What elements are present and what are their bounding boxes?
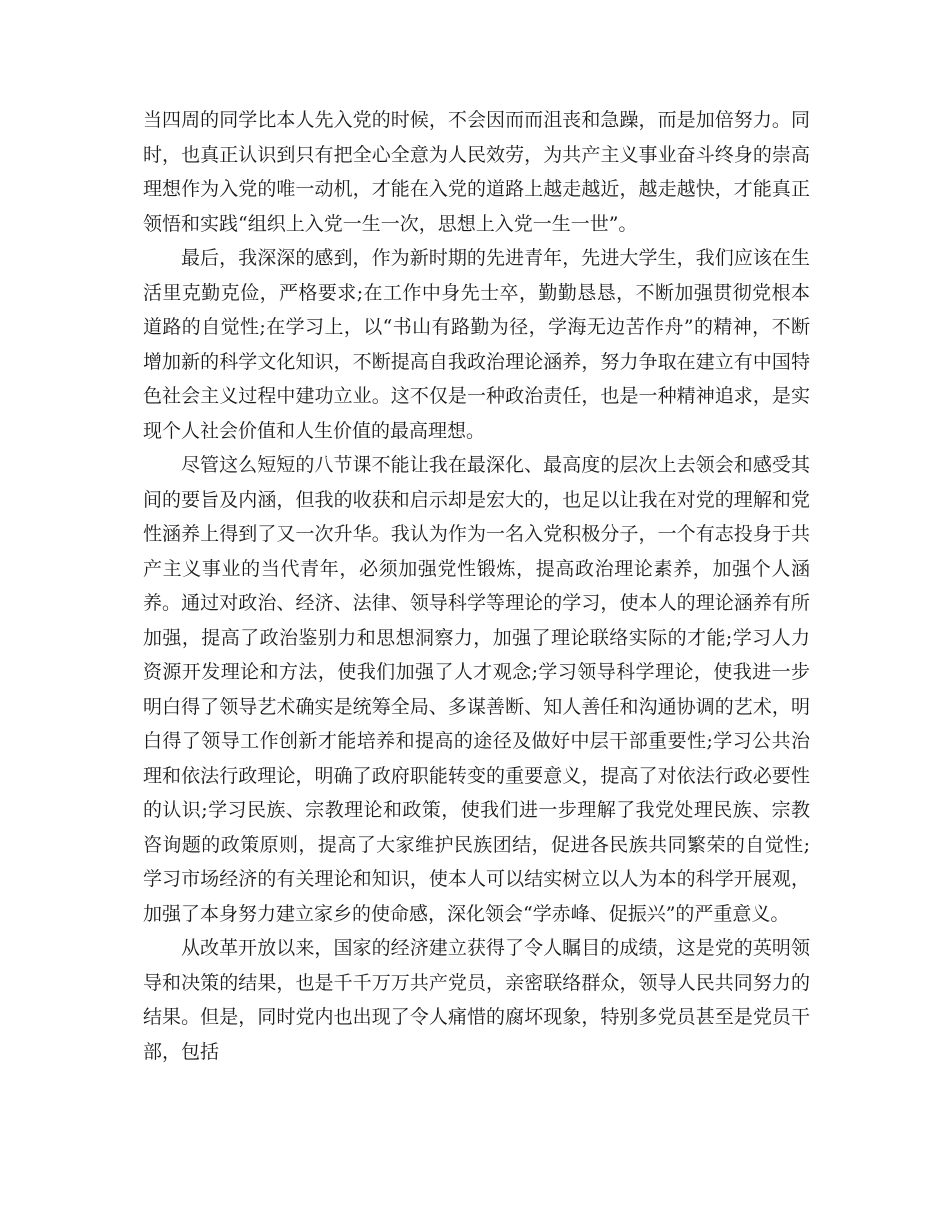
paragraph-1: 当四周的同学比本人先入党的时候，不会因而而沮丧和急躁，而是加倍努力。同时，也真正认识到只有把全心全意为人民效劳，为共产主义事业奋斗终身的崇高理想作为入党的唯一动机，才能在入党的道路上越走越近，越走越快，才能真正领悟和实践“组织上入党一生一次，思想上入党一生一世”。 (143, 109, 810, 235)
document-page (143, 103, 810, 1069)
paragraph-3: 尽管这么短短的八节课不能让我在最深化、最高度的层次上去领会和感受其间的要旨及内涵，但我的收获和启示却是宏大的，也足以让我在对党的理解和党性涵养上得到了又一次升华。我认为作为一名入党积极分子，一个有志投身于共产主义事业的当代青年，必须加强党性锻炼，提高政治理论素养，加强个人涵养。通过对政治、经济、法律、领导科学等理论的学习，使本人的理论涵养有所加强，提高了政治鉴别力和思想洞察力，加强了理论联络实际的才能;学习人力资源开发理论和方法，使我们加强了人才观念;学习领导科学理论，使我进一步明白得了领导艺术确实是统筹全局、多谋善断、知人善任和沟通协调的艺术，明白得了领导工作创新才能培养和提高的途径及做好中层干部重要性;学习公共治理和依法行政理论，明确了政府职能转变的重要意义，提高了对依法行政必要性的认识;学习民族、宗教理论和政策，使我们进一步理解了我党处理民族、宗教咨询题的政策原则，提高了大家维护民族团结，促进各民族共同繁荣的自觉性;学习市场经济的有关理论和知识，使本人可以结实树立以人为本的科学开展观，加强了本身努力建立家乡的使命感，深化领会“学赤峰、促振兴”的严重意义。 (143, 454, 810, 925)
paragraph-2: 最后，我深深的感到，作为新时期的先进青年，先进大学生，我们应该在生活里克勤克俭，严格要求;在工作中身先士卒，勤勤恳恳，不断加强贯彻党根本道路的自觉性;在学习上，以“书山有路勤为径，学海无边苦作舟”的精神，不断增加新的科学文化知识，不断提高自我政治理论涵养，努力争取在建立有中国特色社会主义过程中建功立业。这不仅是一种政治责任，也是一种精神追求，是实现个人社会价值和人生价值的最高理想。 (143, 247, 810, 442)
paragraph-4: 从改革开放以来，国家的经济建立获得了令人瞩目的成绩，这是党的英明领导和决策的结果，也是千千万万共产党员，亲密联络群众，领导人民共同努力的结果。但是，同时党内也出现了令人痛惜的腐坏现象，特别多党员甚至是党员干部，包括 (143, 937, 810, 1063)
